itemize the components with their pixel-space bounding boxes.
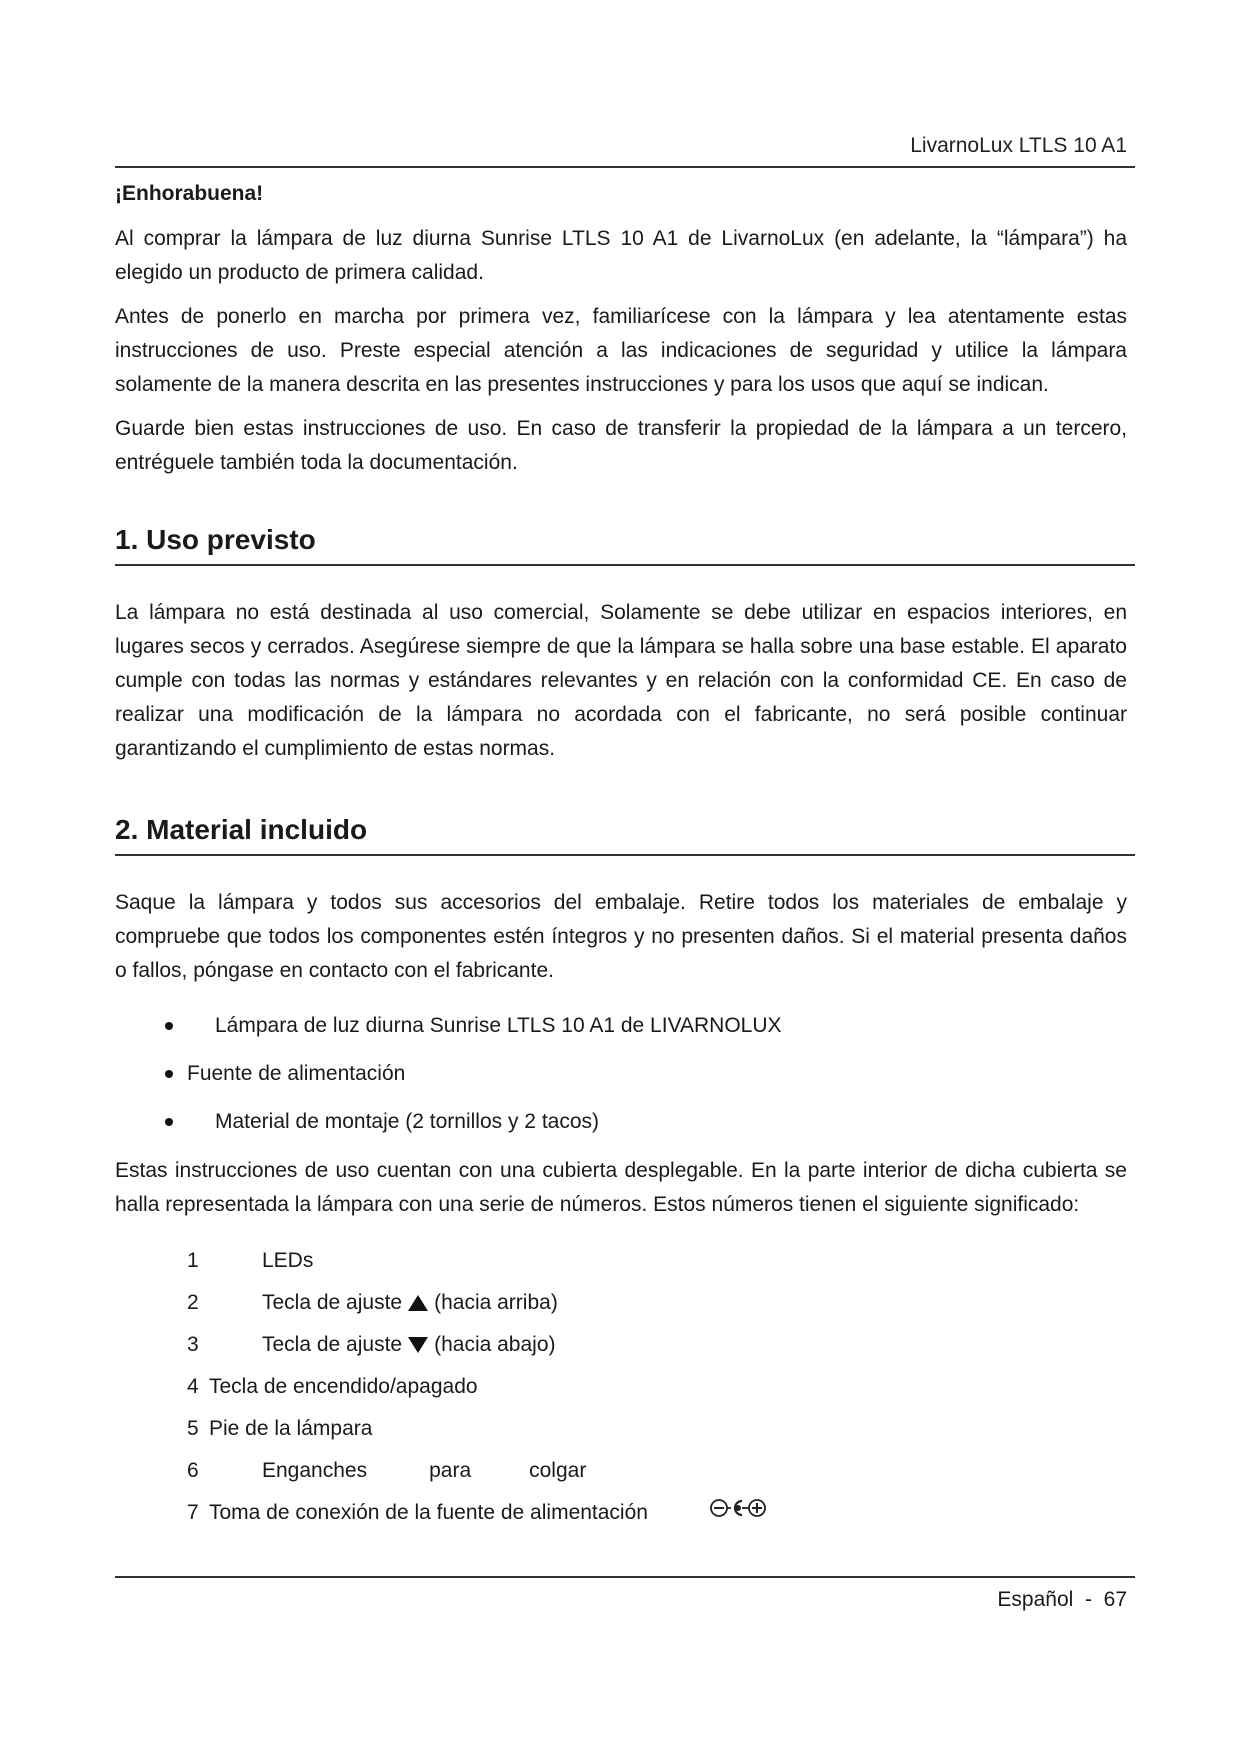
- part-item-2: 2 Tecla de ajuste (hacia arriba): [187, 1291, 558, 1314]
- manual-page: [115, 0, 1135, 1754]
- intro-paragraph-1: Al comprar la lámpara de luz diurna Sunrise LTLS 10 A1 de LivarnoLux (en adelante, la “lámpara”) ha elegido un producto de primera calidad.: [115, 227, 1127, 284]
- bullet-icon: [165, 1118, 173, 1126]
- page-number: 67: [1103, 1588, 1127, 1611]
- footer-page-label: Español - 67: [997, 1588, 1127, 1611]
- list-item: Fuente de alimentación: [115, 1050, 1127, 1098]
- part-item-5: 5 Pie de la lámpara: [187, 1417, 373, 1440]
- list-item: Material de montaje (2 tornillos y 2 tacos): [115, 1098, 1127, 1146]
- list-item: Lámpara de luz diurna Sunrise LTLS 10 A1 de LIVARNOLUX: [115, 1002, 1127, 1050]
- part-item-7: 7 Toma de conexión de la fuente de alimentación: [115, 1492, 1127, 1534]
- arrow-up-icon: [408, 1295, 428, 1311]
- included-items-list: [115, 1002, 1127, 1146]
- header-title: LivarnoLux LTLS 10 A1: [910, 134, 1127, 157]
- greeting: ¡Enhorabuena!: [115, 182, 264, 205]
- part-item-6: 6 Enganches para colgar: [187, 1459, 587, 1482]
- polarity-symbol-icon: [709, 1492, 767, 1534]
- part-item-3: 3 Tecla de ajuste (hacia abajo): [187, 1333, 556, 1356]
- cover-note: Estas instrucciones de uso cuentan con una cubierta desplegable. En la parte interior de dicha cubierta se halla representada la lámpara con una serie de números. Estos números tienen el siguiente significado:: [115, 1159, 1127, 1216]
- intro-paragraph-2: Antes de ponerlo en marcha por primera vez, familiarícese con la lámpara y lea atentamente estas instrucciones de uso. Preste especial atención a las indicaciones de seguridad y utilice la lámpara solamente de la manera descrita en las presentes instrucciones y para los usos que aquí se indican.: [115, 305, 1127, 396]
- parts-list: [115, 1240, 1127, 1534]
- part-item-1: 1 LEDs: [187, 1249, 314, 1272]
- page-header: [115, 130, 1135, 168]
- page-footer: [115, 1576, 1135, 1611]
- section-heading-material-incluido: 2. Material incluido: [115, 810, 1135, 856]
- intro-paragraph-3: Guarde bien estas instrucciones de uso. En caso de transferir la propiedad de la lámpara a un tercero, entréguele también toda la documentación.: [115, 417, 1127, 474]
- section2-body: Saque la lámpara y todos sus accesorios del embalaje. Retire todos los materiales de embalaje y compruebe que todos los componentes estén íntegros y no presenten daños. Si el material presenta daños o fallos, póngase en contacto con el fabricante.: [115, 891, 1127, 982]
- section1-body: La lámpara no está destinada al uso comercial, Solamente se debe utilizar en espacios interiores, en lugares secos y cerrados. Asegúrese siempre de que la lámpara se halla sobre una base estable. El aparato cumple con todas las normas y estándares relevantes y en relación con la conformidad CE. En caso de realizar una modificación de la lámpara no acordada con el fabricante, no será posible continuar garantizando el cumplimiento de estas normas.: [115, 601, 1127, 760]
- section-heading-uso-previsto: 1. Uso previsto: [115, 520, 1135, 566]
- bullet-icon: [165, 1022, 173, 1030]
- bullet-icon: [165, 1070, 173, 1078]
- page-content: [115, 178, 1127, 1534]
- part-item-4: 4 Tecla de encendido/apagado: [187, 1375, 478, 1398]
- arrow-down-icon: [408, 1337, 428, 1353]
